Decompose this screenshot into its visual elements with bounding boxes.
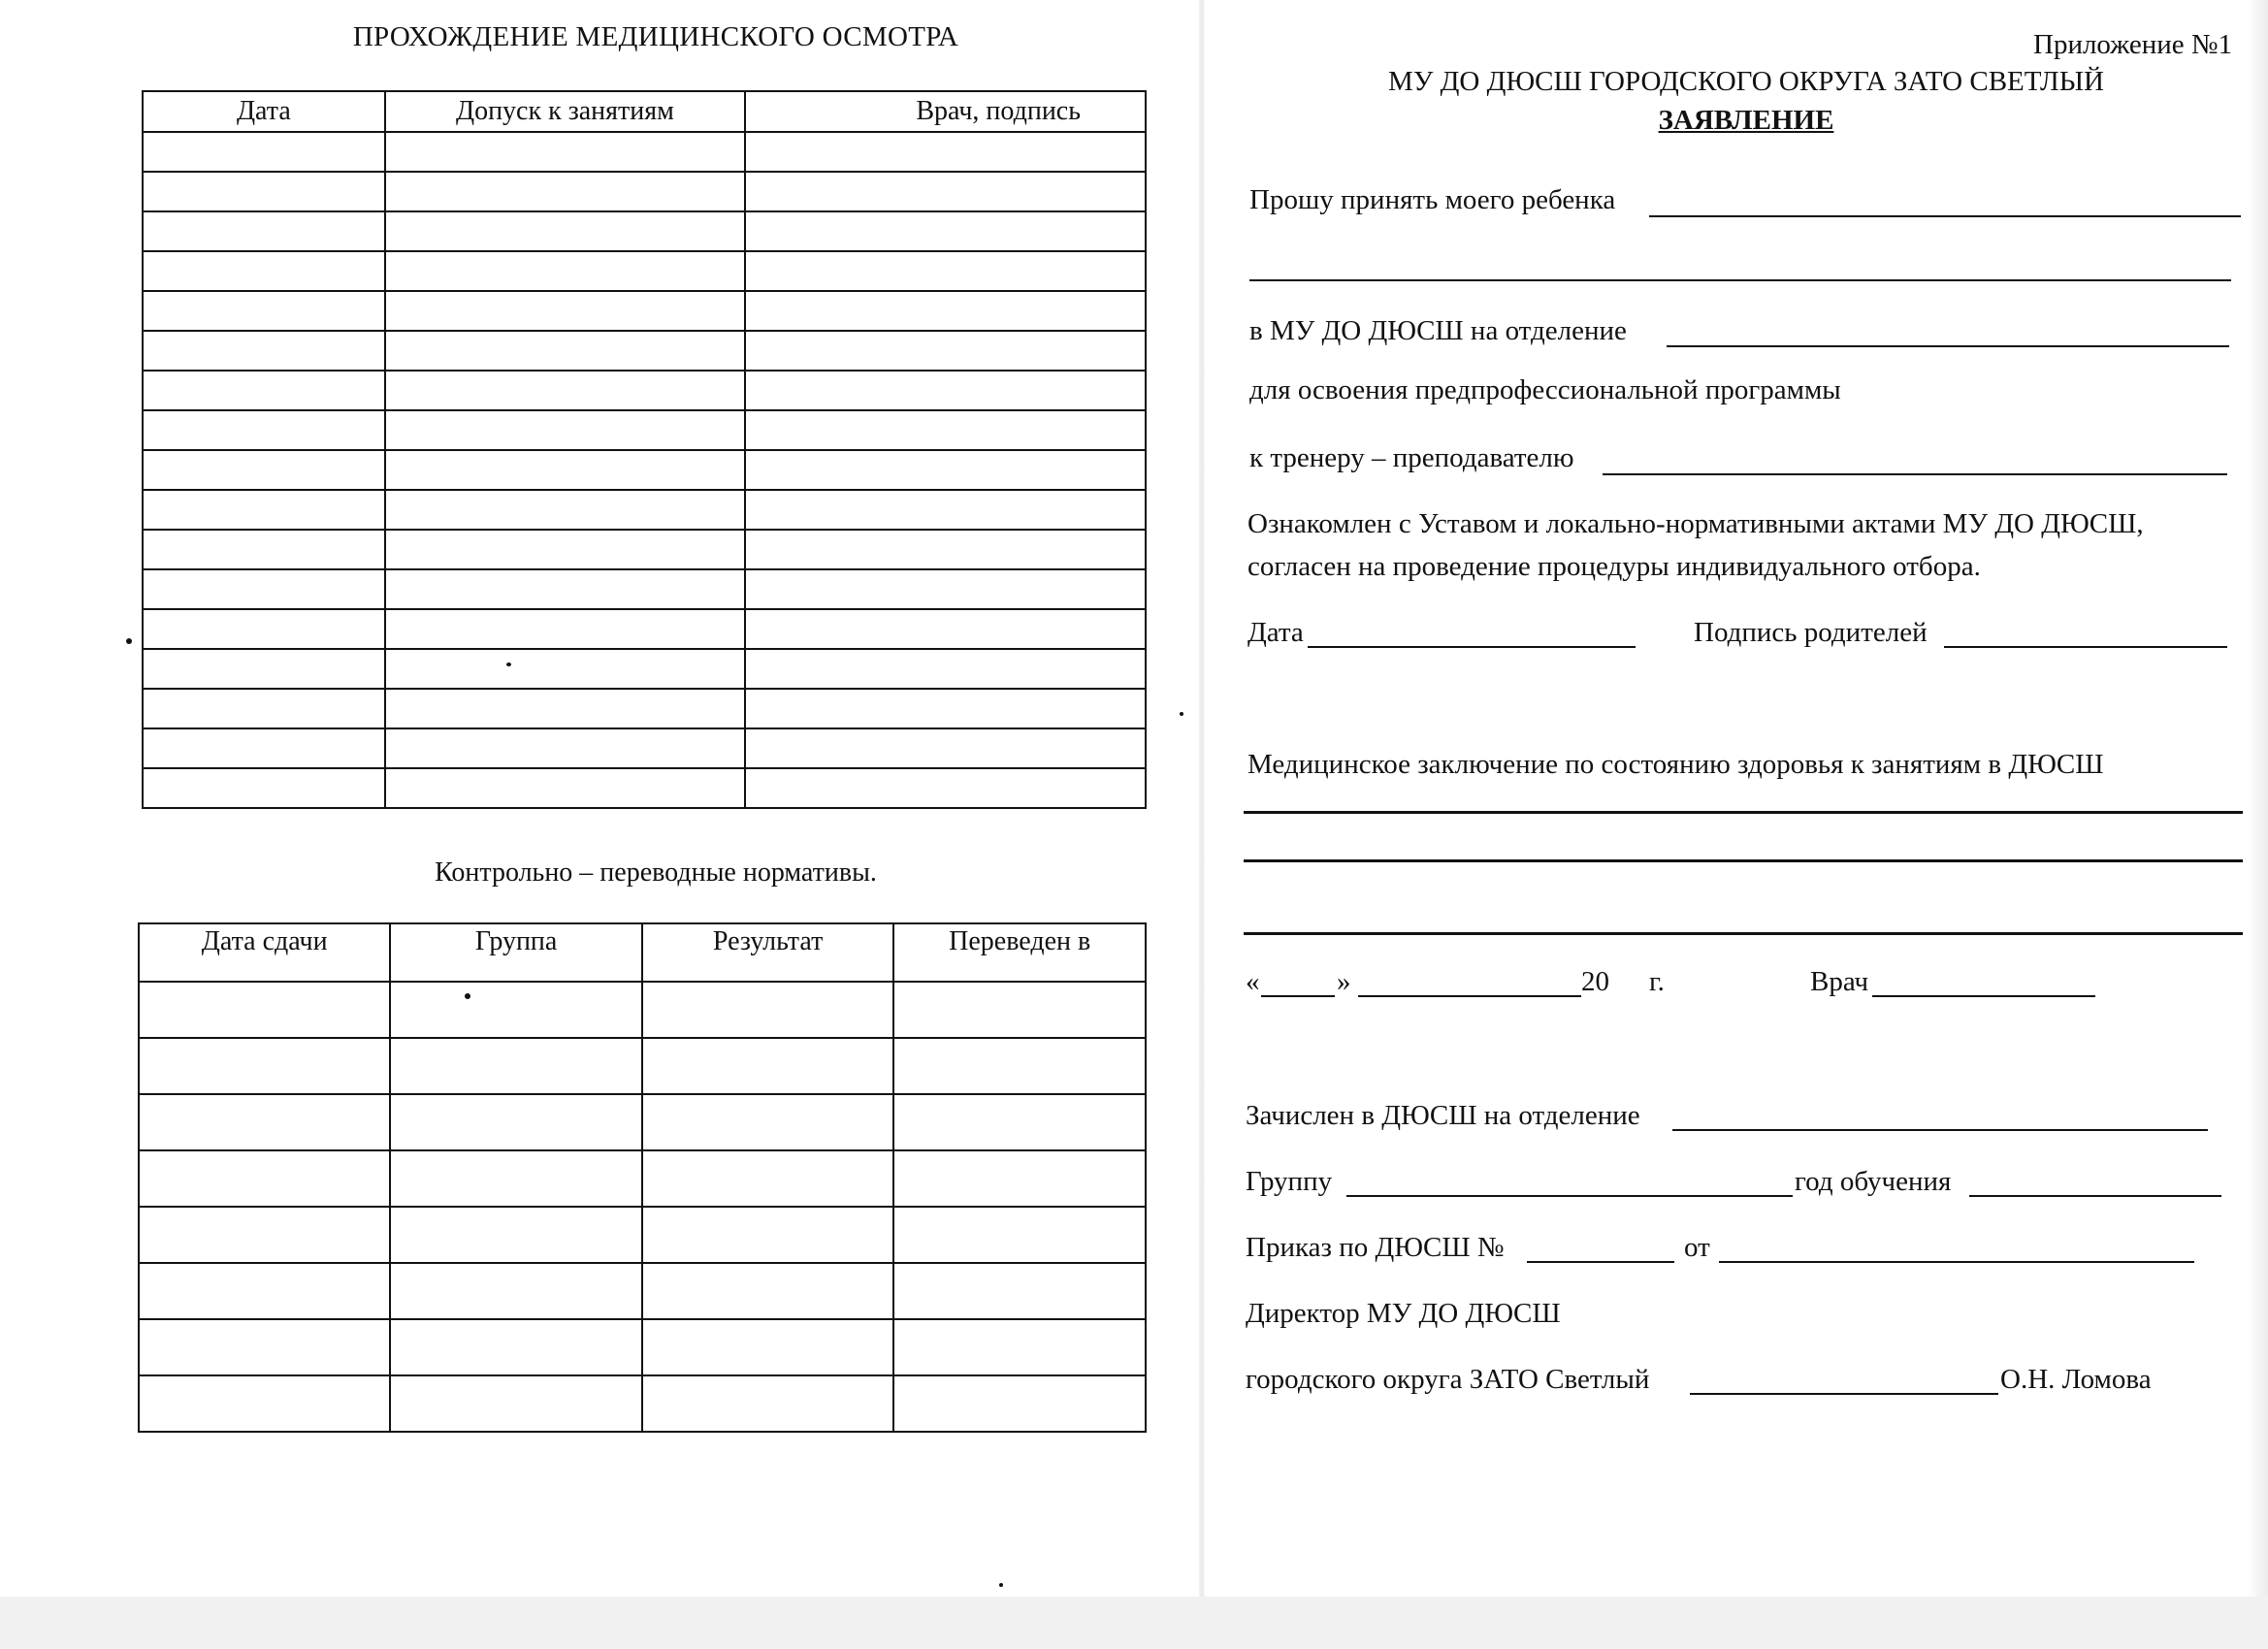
- table-cell[interactable]: [143, 132, 385, 172]
- table-cell[interactable]: [385, 211, 745, 251]
- medical-conclusion-line-1[interactable]: [1244, 811, 2243, 814]
- table-cell[interactable]: [143, 569, 385, 609]
- director-name: О.Н. Ломова: [2000, 1364, 2152, 1395]
- table-cell[interactable]: [745, 649, 1146, 689]
- day-open-quote: «: [1246, 966, 1260, 997]
- column-header-submission-date: Дата сдачи: [139, 923, 390, 982]
- table-cell[interactable]: [143, 490, 385, 530]
- column-header-date: Дата: [143, 91, 385, 132]
- table-cell[interactable]: [139, 1375, 390, 1432]
- norms-rows: [139, 982, 1146, 1432]
- table-cell[interactable]: [390, 1038, 641, 1094]
- table-cell[interactable]: [139, 1263, 390, 1319]
- table-cell[interactable]: [385, 251, 745, 291]
- table-cell[interactable]: [385, 569, 745, 609]
- column-header-transferred-to: Переведен в: [893, 923, 1146, 982]
- coach-label: к тренеру – преподавателю: [1249, 442, 1574, 473]
- table-row: [143, 768, 1146, 808]
- table-cell[interactable]: [390, 1150, 641, 1207]
- application-title: ЗАЯВЛЕНИЕ: [1658, 105, 1834, 136]
- appendix-label: Приложение №1: [2033, 29, 2233, 60]
- day-close-quote: »: [1337, 966, 1351, 997]
- table-row: [143, 132, 1146, 172]
- table-row: [139, 1207, 1146, 1263]
- enrolled-department-field[interactable]: [1672, 1129, 2208, 1131]
- table-cell[interactable]: [745, 569, 1146, 609]
- director-signature-field[interactable]: [1690, 1393, 1998, 1395]
- norms-title: Контрольно – переводные нормативы.: [435, 857, 877, 888]
- organization-name: МУ ДО ДЮСШ ГОРОДСКОГО ОКРУГА ЗАТО СВЕТЛЫЙ: [1388, 66, 2104, 97]
- table-row: [143, 689, 1146, 728]
- scan-speck: [999, 1583, 1003, 1587]
- child-name-field-continued[interactable]: [1249, 279, 2231, 281]
- table-cell[interactable]: [385, 450, 745, 490]
- column-header-admission: Допуск к занятиям: [385, 91, 745, 132]
- table-row: [139, 1375, 1146, 1432]
- table-cell[interactable]: [143, 291, 385, 331]
- table-row: [143, 649, 1146, 689]
- table-row: [143, 728, 1146, 768]
- table-cell[interactable]: [385, 530, 745, 569]
- table-row: [143, 450, 1146, 490]
- acknowledgement-line-1: Ознакомлен с Уставом и локально-нормативными актами МУ ДО ДЮСШ,: [1247, 508, 2144, 539]
- table-cell[interactable]: [143, 450, 385, 490]
- order-label: Приказ по ДЮСШ №: [1246, 1232, 1505, 1263]
- table-cell[interactable]: [139, 1207, 390, 1263]
- table-cell[interactable]: [390, 982, 641, 1038]
- doctor-signature-field[interactable]: [1872, 995, 2095, 997]
- table-cell[interactable]: [745, 331, 1146, 371]
- parent-signature-label: Подпись родителей: [1694, 617, 1928, 648]
- table-header-row: [143, 91, 1146, 132]
- table-row: [143, 211, 1146, 251]
- medical-conclusion-line-3[interactable]: [1244, 932, 2243, 935]
- child-name-field[interactable]: [1649, 215, 2241, 217]
- month-field[interactable]: [1358, 995, 1581, 997]
- table-cell[interactable]: [893, 1038, 1146, 1094]
- table-cell[interactable]: [642, 1150, 894, 1207]
- column-header-doctor-signature: Врач, подпись: [745, 91, 1146, 132]
- table-cell[interactable]: [139, 1038, 390, 1094]
- table-cell[interactable]: [385, 689, 745, 728]
- acknowledgement-line-2: согласен на проведение процедуры индивидуального отбора.: [1247, 551, 1981, 582]
- table-cell[interactable]: [642, 1094, 894, 1150]
- table-cell[interactable]: [390, 1375, 641, 1432]
- order-from-label: от: [1684, 1232, 1710, 1263]
- medical-exam-table: [142, 90, 1147, 809]
- table-cell[interactable]: [143, 371, 385, 410]
- table-header-row: [139, 923, 1146, 982]
- table-row: [139, 982, 1146, 1038]
- medical-exam-rows: [143, 132, 1146, 808]
- parent-signature-field[interactable]: [1944, 646, 2227, 648]
- table-row: [139, 1319, 1146, 1375]
- table-row: [143, 490, 1146, 530]
- table-cell[interactable]: [745, 371, 1146, 410]
- table-cell[interactable]: [893, 982, 1146, 1038]
- director-title-line-1: Директор МУ ДО ДЮСШ: [1246, 1298, 1561, 1329]
- table-cell[interactable]: [143, 331, 385, 371]
- table-row: [139, 1038, 1146, 1094]
- table-cell[interactable]: [642, 1263, 894, 1319]
- group-label: Группу: [1246, 1166, 1333, 1197]
- study-year-label: год обучения: [1795, 1166, 1952, 1197]
- table-cell[interactable]: [385, 728, 745, 768]
- table-row: [143, 569, 1146, 609]
- table-row: [143, 331, 1146, 371]
- table-row: [143, 251, 1146, 291]
- table-cell[interactable]: [385, 649, 745, 689]
- scan-speck: [1180, 712, 1183, 716]
- table-cell[interactable]: [385, 609, 745, 649]
- table-cell[interactable]: [143, 211, 385, 251]
- table-cell[interactable]: [139, 1150, 390, 1207]
- table-cell[interactable]: [893, 1375, 1146, 1432]
- order-date-field[interactable]: [1719, 1261, 2194, 1263]
- column-header-group: Группа: [390, 923, 641, 982]
- table-cell[interactable]: [385, 490, 745, 530]
- table-cell[interactable]: [745, 132, 1146, 172]
- study-year-field[interactable]: [1969, 1195, 2221, 1197]
- date-label: Дата: [1247, 617, 1304, 648]
- table-cell[interactable]: [390, 1319, 641, 1375]
- enrolled-label: Зачислен в ДЮСШ на отделение: [1246, 1100, 1640, 1131]
- year-prefix: 20: [1581, 966, 1609, 997]
- scan-speck: [465, 993, 470, 999]
- table-cell[interactable]: [745, 689, 1146, 728]
- table-cell[interactable]: [642, 1319, 894, 1375]
- table-cell[interactable]: [143, 768, 385, 808]
- table-row: [143, 609, 1146, 649]
- table-cell[interactable]: [745, 530, 1146, 569]
- table-cell[interactable]: [390, 1207, 641, 1263]
- doctor-label: Врач: [1810, 966, 1869, 997]
- table-cell[interactable]: [390, 1094, 641, 1150]
- year-suffix: г.: [1649, 966, 1665, 997]
- table-cell[interactable]: [642, 1207, 894, 1263]
- table-row: [143, 530, 1146, 569]
- table-row: [143, 172, 1146, 211]
- table-cell[interactable]: [893, 1150, 1146, 1207]
- program-label: для освоения предпрофессиональной программы: [1249, 374, 1841, 405]
- table-cell[interactable]: [143, 530, 385, 569]
- page-fold: [1199, 0, 1205, 1600]
- scan-bottom-margin: [0, 1597, 2268, 1649]
- table-cell[interactable]: [745, 490, 1146, 530]
- table-cell[interactable]: [893, 1263, 1146, 1319]
- table-cell[interactable]: [745, 172, 1146, 211]
- table-cell[interactable]: [143, 728, 385, 768]
- scan-speck: [506, 663, 511, 666]
- table-cell[interactable]: [642, 1038, 894, 1094]
- director-title-line-2: городского округа ЗАТО Светлый: [1246, 1364, 1650, 1395]
- medical-exam-title: ПРОХОЖДЕНИЕ МЕДИЦИНСКОГО ОСМОТРА: [352, 21, 959, 52]
- column-header-result: Результат: [642, 923, 894, 982]
- day-field[interactable]: [1261, 995, 1335, 997]
- table-cell[interactable]: [642, 1375, 894, 1432]
- request-label: Прошу принять моего ребенка: [1249, 184, 1616, 215]
- table-cell[interactable]: [745, 251, 1146, 291]
- table-cell[interactable]: [745, 728, 1146, 768]
- scan-speck: [126, 638, 132, 644]
- table-cell[interactable]: [139, 982, 390, 1038]
- table-cell[interactable]: [745, 609, 1146, 649]
- table-cell[interactable]: [139, 1319, 390, 1375]
- table-cell[interactable]: [745, 291, 1146, 331]
- table-cell[interactable]: [745, 450, 1146, 490]
- table-cell[interactable]: [139, 1094, 390, 1150]
- table-cell[interactable]: [385, 768, 745, 808]
- table-cell[interactable]: [385, 132, 745, 172]
- table-row: [143, 291, 1146, 331]
- table-cell[interactable]: [143, 609, 385, 649]
- department-field[interactable]: [1667, 345, 2229, 347]
- table-cell[interactable]: [143, 410, 385, 450]
- norms-table: [138, 922, 1147, 1433]
- table-cell[interactable]: [893, 1094, 1146, 1150]
- page-edge-shadow: [2247, 0, 2268, 1600]
- coach-field[interactable]: [1603, 473, 2227, 475]
- table-cell[interactable]: [385, 331, 745, 371]
- table-row: [143, 410, 1146, 450]
- table-cell[interactable]: [143, 649, 385, 689]
- table-cell[interactable]: [745, 410, 1146, 450]
- medical-conclusion-line-2[interactable]: [1244, 859, 2243, 862]
- medical-conclusion-label: Медицинское заключение по состоянию здоровья к занятиям в ДЮСШ: [1247, 749, 2104, 780]
- table-cell[interactable]: [893, 1319, 1146, 1375]
- table-cell[interactable]: [745, 211, 1146, 251]
- table-cell[interactable]: [385, 291, 745, 331]
- order-number-field[interactable]: [1527, 1261, 1674, 1263]
- department-label: в МУ ДО ДЮСШ на отделение: [1249, 315, 1627, 346]
- table-row: [139, 1094, 1146, 1150]
- table-row: [139, 1263, 1146, 1319]
- table-cell[interactable]: [642, 982, 894, 1038]
- table-cell[interactable]: [390, 1263, 641, 1319]
- table-cell[interactable]: [143, 172, 385, 211]
- group-field[interactable]: [1346, 1195, 1793, 1197]
- table-cell[interactable]: [385, 172, 745, 211]
- table-row: [143, 371, 1146, 410]
- table-cell[interactable]: [385, 371, 745, 410]
- table-cell[interactable]: [745, 768, 1146, 808]
- table-cell[interactable]: [143, 251, 385, 291]
- table-cell[interactable]: [143, 689, 385, 728]
- table-row: [139, 1150, 1146, 1207]
- table-cell[interactable]: [385, 410, 745, 450]
- date-field[interactable]: [1308, 646, 1636, 648]
- table-cell[interactable]: [893, 1207, 1146, 1263]
